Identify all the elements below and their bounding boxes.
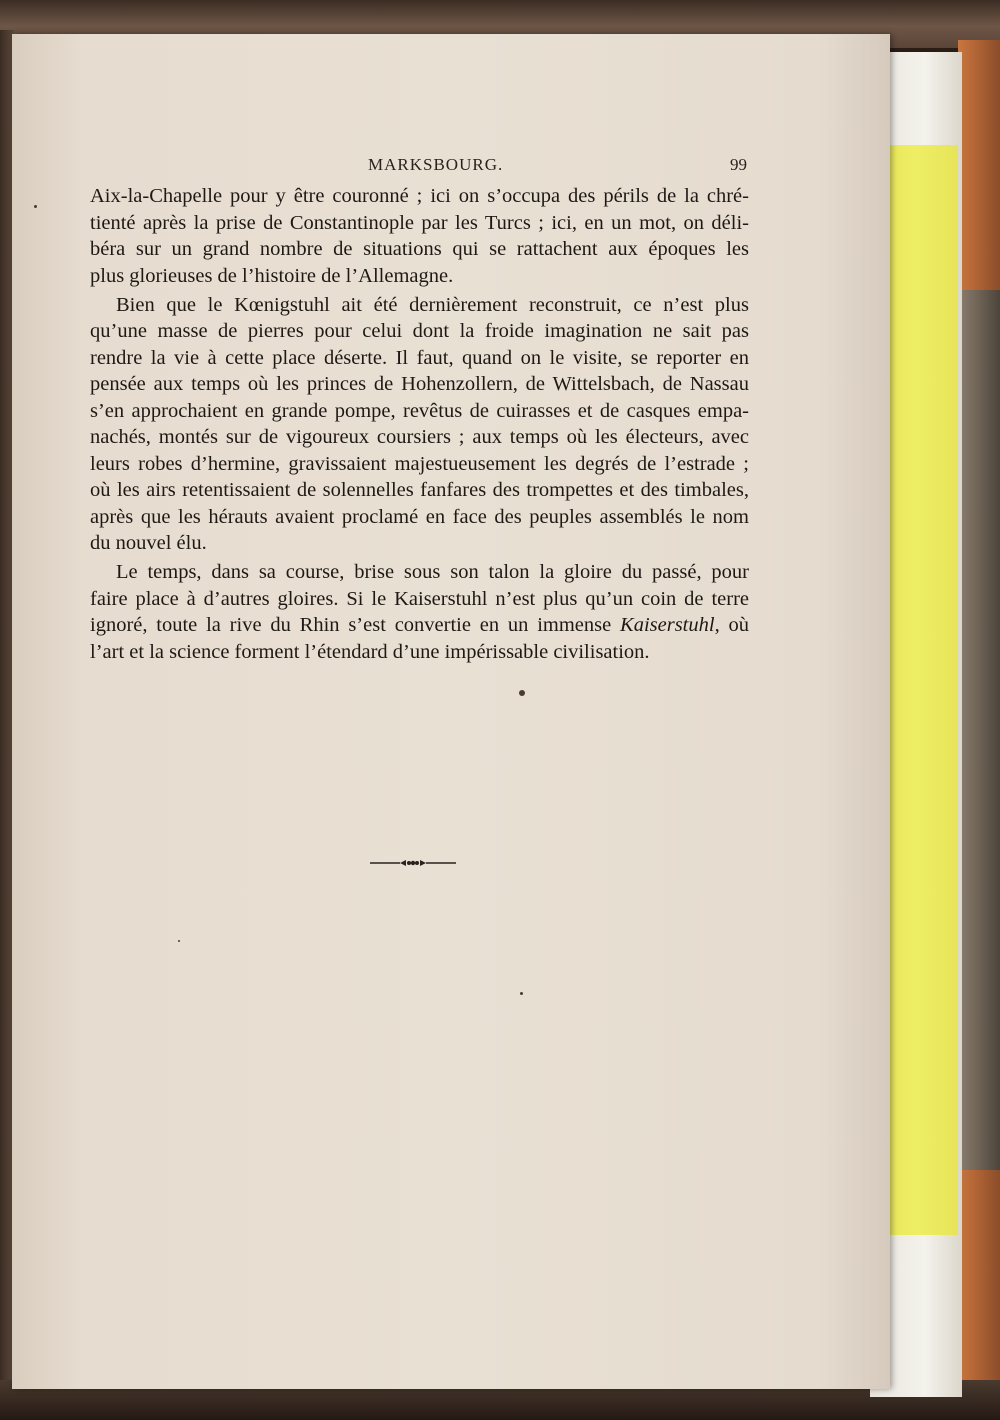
text-line: s’en approchaient en grande pompe, revêtus de cuirasses et de casques empa- [90,399,749,422]
text-line: Aix-la-Chapelle pour y être couronné ; ici on s’occupa des périls de la chré- [90,185,749,207]
paper-speck [34,205,37,208]
paper-speck [519,690,525,696]
text-line: béra sur un grand nombre de situations qui se rattachent aux époques les [90,238,749,260]
text-line: rendre la vie à cette place déserte. Il faut, quand on le visite, se reporter en [90,346,749,369]
italic-term: Kaiserstuhl [620,614,715,636]
text-fragment: ignoré, toute la rive du Rhin s’est convertie en un immense [90,614,621,636]
text-line: Bien que le Kœnigstuhl ait été dernièrement reconstruit, ce n’est plus [116,293,749,316]
paper-speck [178,940,180,942]
text-line: Le temps, dans sa course, brise sous son talon la gloire du passé, pour [116,561,749,583]
text-line [90,612,749,639]
text-line: faire place à d’autres gloires. Si le Kaiserstuhl n’est plus qu’un coin de terre [90,587,749,610]
text-line: plus glorieuses de l’histoire de l’Allemagne. [90,264,454,287]
text-line: leurs robes d’hermine, gravissaient majestueusement les degrés de l’estrade ; [90,452,749,475]
paper-speck [520,992,523,995]
text-line: pensée aux temps où les princes de Hohenzollern, de Wittelsbach, de Nassau [90,373,749,395]
page-number: 99 [730,155,747,174]
text-line: tienté après la prise de Constantinople par les Turcs ; ici, en un mot, on déli- [90,211,749,234]
ornamental-rule-icon [370,856,456,870]
paragraph-1 [90,183,749,289]
text-line: où les airs retentissaient de solennelles fanfares des trompettes et des timbales, [90,479,749,501]
text-line: l’art et la science forment l’étendard d’une impérissable civilisation. [90,640,650,663]
text-line: nachés, montés sur de vigoureux coursiers ; aux temps où les électeurs, avec [90,426,749,448]
text-line: du nouvel élu. [90,532,207,554]
cover-spine-cloth [958,290,1000,1170]
text-line: après que les hérauts avaient proclamé en face des peuples assemblés le nom [90,505,749,528]
paragraph-2 [90,292,749,557]
running-title: MARKSBOURG. [368,155,504,174]
text-line: qu’une masse de pierres pour celui dont la froide imagination ne sait pas [90,320,749,342]
paragraph-3 [90,559,749,665]
body-text [90,183,749,668]
text-fragment: , où [714,614,749,636]
